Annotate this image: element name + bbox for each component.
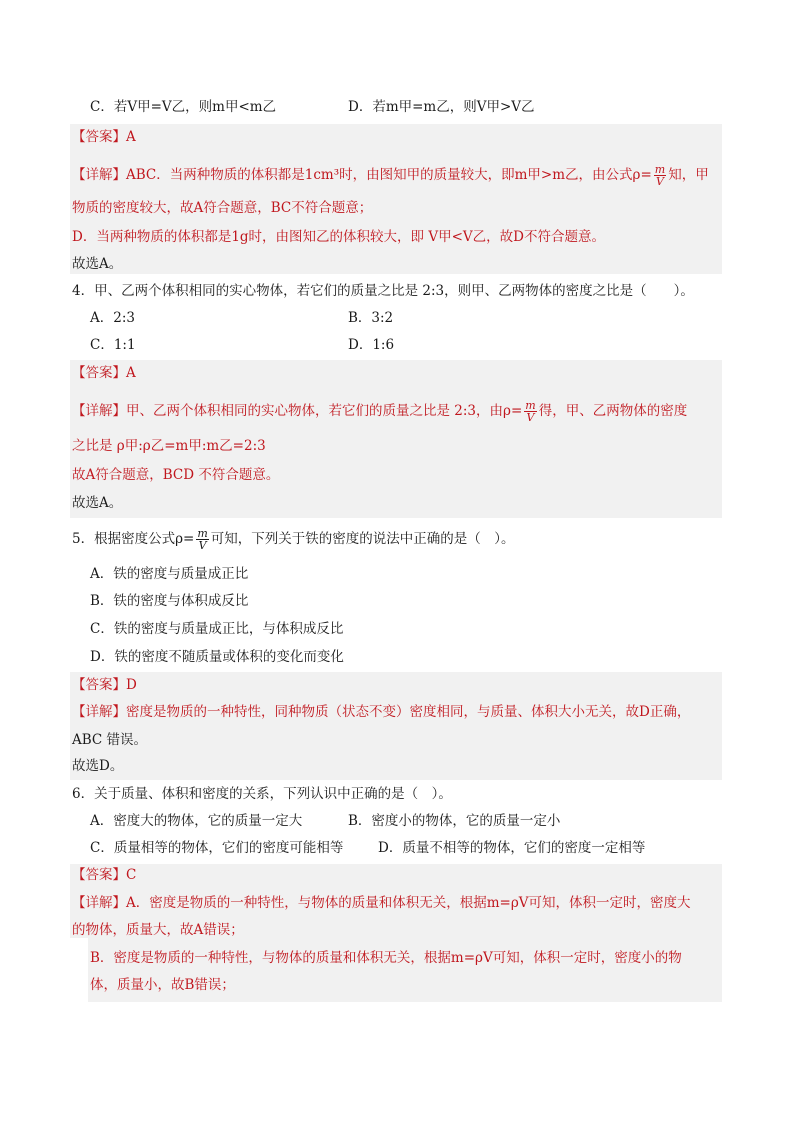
answer-value: A — [126, 129, 136, 145]
q5-conclusion: 故选D。 — [72, 758, 124, 774]
q4-answer — [72, 364, 136, 382]
fraction-numerator: m — [525, 399, 536, 412]
q6-detail-line-3: B．密度是物质的一种特性，与物体的质量和体积无关，根据m=ρV可知，体积一定时，密度小的物 — [90, 950, 682, 966]
stem-text: 可知，下列关于铁的密度的说法中正确的是（ ）。 — [210, 531, 515, 547]
q4-detail-line-2: 之比是 ρ甲:ρ乙=m甲:m乙=2:3 — [72, 438, 266, 454]
stem-text: 5．根据密度公式ρ= — [72, 531, 195, 547]
detail-label: 【详解】 — [72, 403, 126, 419]
q4-option-a: A．2:3 — [90, 310, 135, 326]
detail-label: 【详解】 — [72, 704, 126, 720]
q3-detail-line-1 — [72, 164, 709, 187]
detail-text: 密度是物质的一种特性，同种物质（状态不变）密度相同，与质量、体积大小无关，故D正确， — [126, 704, 691, 720]
q3-option-d: D．若m甲=m乙，则V甲>V乙 — [348, 99, 535, 115]
density-fraction — [524, 400, 536, 423]
answer-value: A — [126, 365, 136, 381]
q3-detail-line-2: 物质的密度较大，故A符合题意，BC不符合题意； — [72, 200, 373, 216]
answer-value: C — [126, 867, 137, 883]
q3-answer — [72, 128, 136, 146]
q6-option-d: D．质量不相等的物体，它们的密度一定相等 — [378, 840, 646, 856]
q4-option-c: C．1:1 — [90, 337, 136, 353]
fraction-numerator: m — [654, 163, 666, 176]
fraction-numerator: m — [197, 527, 208, 540]
q5-detail-line-1 — [72, 703, 690, 721]
q5-option-d: D．铁的密度不随质量或体积的变化而变化 — [90, 649, 344, 665]
q4-conclusion: 故选A。 — [72, 495, 123, 511]
detail-text: ABC．当两种物质的体积都是1cm³时，由图知甲的质量较大，即m甲>m乙，由公式ρ= — [126, 167, 652, 183]
q4-detail-line-1 — [72, 400, 687, 423]
detail-text: 得，甲、乙两物体的密度 — [538, 403, 688, 419]
q3-conclusion: 故选A。 — [72, 256, 123, 272]
q5-stem — [72, 528, 515, 551]
q3-option-c: C．若V甲=V乙，则m甲<m乙 — [90, 99, 277, 115]
q6-answer — [72, 866, 136, 884]
q6-detail-line-2: 的物体，质量大，故A错误； — [72, 922, 244, 938]
answer-label: 【答案】 — [72, 677, 126, 693]
detail-label: 【详解】 — [72, 167, 126, 183]
q6-option-a: A．密度大的物体，它的质量一定大 — [90, 813, 303, 829]
q6-option-b: B．密度小的物体，它的质量一定小 — [348, 813, 561, 829]
fraction-denominator: V — [656, 175, 664, 188]
q5-answer-panel — [70, 672, 722, 780]
q5-detail-line-2: ABC 错误。 — [72, 732, 148, 748]
q6-detail-line-4: 体，质量小，故B错误； — [90, 977, 235, 993]
q5-option-a: A．铁的密度与质量成正比 — [90, 566, 249, 582]
q4-option-b: B．3:2 — [348, 310, 394, 326]
q6-option-c: C．质量相等的物体，它们的密度可能相等 — [90, 840, 344, 856]
q5-option-b: B．铁的密度与体积成反比 — [90, 593, 249, 609]
fraction-denominator: V — [198, 539, 207, 552]
detail-text: A．密度是物质的一种特性，与物体的质量和体积无关，根据m=ρV可知，体积一定时，密度大 — [126, 895, 691, 911]
q4-option-d: D．1:6 — [348, 337, 395, 353]
q4-stem: 4．甲、乙两个体积相同的实心物体，若它们的质量之比是 2:3，则甲、乙两物体的密度之比是（ ）。 — [72, 283, 694, 299]
answer-value: D — [126, 677, 137, 693]
density-fraction — [196, 528, 208, 551]
answer-label: 【答案】 — [72, 365, 126, 381]
q4-detail-line-3: 故A符合题意，BCD 不符合题意。 — [72, 467, 280, 483]
answer-label: 【答案】 — [72, 129, 126, 145]
detail-text: 知，甲 — [668, 167, 709, 183]
fraction-denominator: V — [526, 411, 535, 424]
detail-text: 甲、乙两个体积相同的实心物体，若它们的质量之比是 2:3，由ρ= — [126, 403, 523, 419]
q3-detail-line-3: D．当两种物质的体积都是1g时，由图知乙的体积较大，即 V甲<V乙，故D不符合题意。 — [72, 229, 605, 245]
density-fraction — [654, 164, 666, 187]
q5-answer — [72, 676, 137, 694]
q5-option-c: C．铁的密度与质量成正比，与体积成反比 — [90, 621, 344, 637]
q6-detail-line-1 — [72, 894, 691, 912]
q6-stem: 6．关于质量、体积和密度的关系，下列认识中正确的是（ ）。 — [72, 786, 452, 802]
detail-label: 【详解】 — [72, 895, 126, 911]
answer-label: 【答案】 — [72, 867, 126, 883]
